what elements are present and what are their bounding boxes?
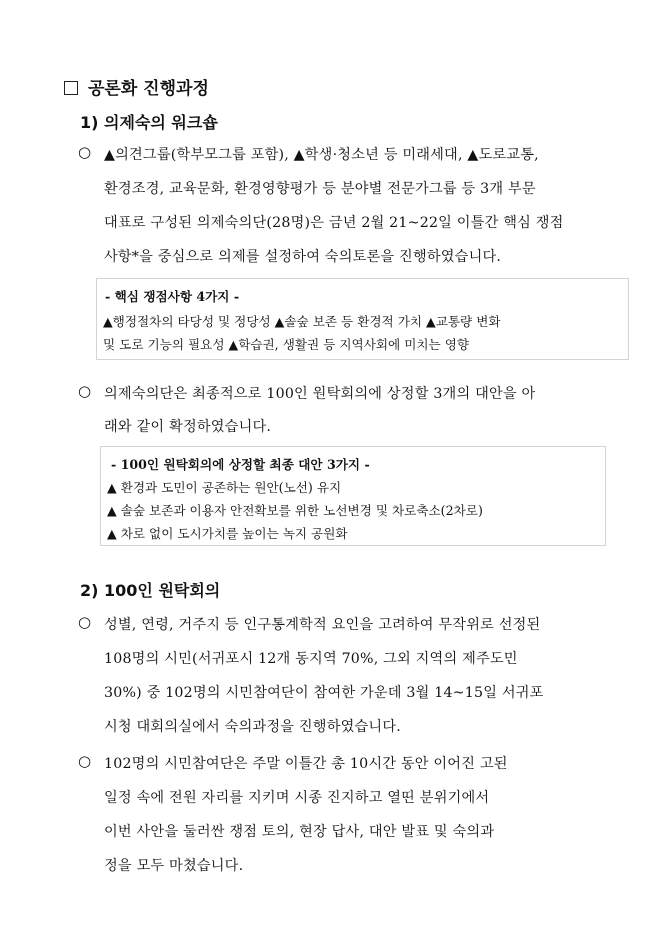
paragraph-line: 사항*을 중심으로 의제를 설정하여 숙의토론을 진행하였습니다. (104, 249, 502, 265)
alternative-item: ▲ 솔숲 보존과 이용자 안전확보를 위한 노선변경 및 차로축소(2차로) (107, 503, 483, 518)
paragraph-line: 성별, 연령, 거주지 등 인구통계학적 요인을 고려하여 무작위로 선정된 (104, 617, 541, 633)
circle-bullet-icon: ○ (78, 143, 92, 161)
subsection-title-2: 2) 100인 원탁회의 (80, 581, 221, 600)
paragraph-line: 108명의 시민(서귀포시 12개 동지역 70%, 그외 지역의 제주도민 (104, 651, 518, 667)
paragraph-line: 시청 대회의실에서 숙의과정을 진행하였습니다. (104, 719, 401, 735)
paragraph-line: 정을 모두 마쳤습니다. (104, 858, 244, 874)
paragraph-line: ▲의견그룹(학부모그룹 포함), ▲학생·청소년 등 미래세대, ▲도로교통, (104, 147, 539, 163)
paragraph-line: 일정 속에 전원 자리를 지키며 시종 진지하고 열띤 분위기에서 (104, 790, 490, 806)
section-heading (64, 74, 209, 99)
key-issues-title: - 핵심 쟁점사항 4가지 - (105, 289, 240, 304)
key-issues-line: ▲행정절차의 타당성 및 정당성 ▲솔숲 보존 등 환경적 가치 ▲교통량 변화 (103, 314, 501, 329)
paragraph-line: 래와 같이 확정하였습니다. (104, 419, 272, 435)
circle-bullet-icon: ○ (78, 752, 92, 770)
key-issues-box (96, 278, 629, 360)
final-alternatives-title: - 100인 원탁회의에 상정할 최종 대안 3가지 - (111, 457, 370, 472)
circle-bullet-icon: ○ (78, 613, 92, 631)
checkbox-square-icon (64, 81, 78, 95)
paragraph-line: 의제숙의단은 최종적으로 100인 원탁회의에 상정할 3개의 대안을 아 (104, 386, 536, 402)
circle-bullet-icon: ○ (78, 382, 92, 400)
key-issues-line: 및 도로 기능의 필요성 ▲학습권, 생활권 등 지역사회에 미치는 영향 (103, 337, 470, 352)
paragraph-line: 환경조경, 교육문화, 환경영향평가 등 분야별 전문가그룹 등 3개 부문 (104, 181, 536, 197)
section-title: 공론화 진행과정 (88, 79, 209, 99)
subsection-title-1: 1) 의제숙의 워크숍 (80, 113, 218, 132)
final-alternatives-box (100, 446, 606, 546)
alternative-item: ▲ 차로 없이 도시가치를 높이는 녹지 공원화 (107, 526, 348, 541)
paragraph-line: 이번 사안을 둘러싼 쟁점 토의, 현장 답사, 대안 발표 및 숙의과 (104, 824, 495, 840)
paragraph-line: 대표로 구성된 의제숙의단(28명)은 금년 2월 21~22일 이틀간 핵심 쟁점 (104, 215, 564, 231)
paragraph-line: 30%) 중 102명의 시민참여단이 참여한 가운데 3월 14~15일 서귀포 (104, 685, 544, 701)
alternative-item: ▲ 환경과 도민이 공존하는 원안(노선) 유지 (107, 480, 342, 495)
paragraph-line: 102명의 시민참여단은 주말 이틀간 총 10시간 동안 이어진 고된 (104, 756, 508, 772)
